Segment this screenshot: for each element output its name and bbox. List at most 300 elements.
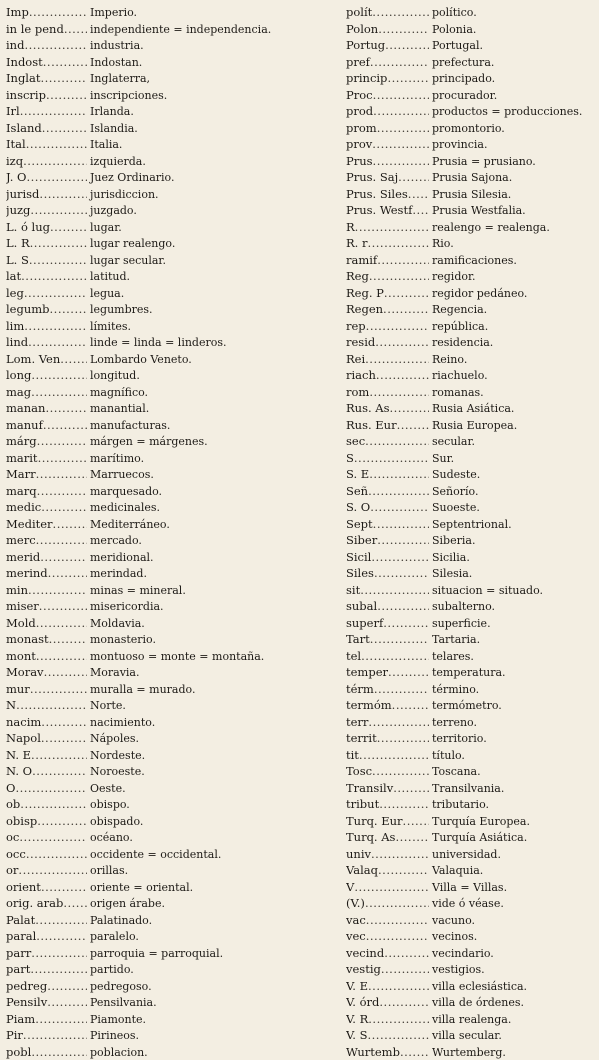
abbreviation: oc xyxy=(6,829,19,846)
abbreviation-meaning: república. xyxy=(429,319,488,335)
entry-lead xyxy=(346,549,429,566)
dot-leader xyxy=(36,466,87,483)
dot-leader xyxy=(63,895,87,912)
dot-leader xyxy=(373,153,429,170)
entry-lead xyxy=(6,730,87,747)
abbreviation-meaning: universidad. xyxy=(429,847,501,863)
abbreviation-meaning: longitud. xyxy=(87,368,140,384)
entry-lead xyxy=(6,549,87,566)
dot-leader xyxy=(15,780,87,797)
abbreviation: Prus. Siles xyxy=(346,186,408,203)
abbreviation-entry xyxy=(6,367,334,384)
abbreviation-entry xyxy=(346,978,595,995)
abbreviation: or xyxy=(6,862,18,879)
dot-leader xyxy=(45,400,87,417)
abbreviation: L. S xyxy=(6,252,29,269)
abbreviation-entry xyxy=(6,895,334,912)
abbreviation: Rus. As xyxy=(346,400,389,417)
dot-leader xyxy=(24,37,87,54)
abbreviation-entry xyxy=(346,367,595,384)
dot-leader xyxy=(375,334,429,351)
dot-leader xyxy=(39,186,87,203)
abbreviation-entry xyxy=(6,681,334,698)
dot-leader xyxy=(371,846,429,863)
abbreviation-entry xyxy=(6,169,334,186)
abbreviation-entry xyxy=(6,565,334,582)
abbreviation-meaning: merindad. xyxy=(87,566,147,582)
dot-leader xyxy=(28,582,87,599)
entry-lead xyxy=(346,433,429,450)
abbreviation-entry xyxy=(6,846,334,863)
abbreviation-meaning: manantial. xyxy=(87,401,149,417)
dot-leader xyxy=(41,879,87,896)
abbreviation-entry xyxy=(6,334,334,351)
abbreviation-entry xyxy=(346,219,595,236)
dot-leader xyxy=(43,417,87,434)
abbreviation: márg xyxy=(6,433,37,450)
abbreviation: Napol xyxy=(6,730,41,747)
abbreviation-meaning: Reino. xyxy=(429,352,467,368)
abbreviation-meaning: regidor. xyxy=(429,269,476,285)
abbreviation-entry xyxy=(346,862,595,879)
abbreviation-meaning: Pirineos. xyxy=(87,1028,139,1044)
abbreviation-entry xyxy=(346,4,595,21)
abbreviation: Piam xyxy=(6,1011,35,1028)
dot-leader xyxy=(383,301,429,318)
dot-leader xyxy=(26,169,87,186)
abbreviation-meaning: vacuno. xyxy=(429,913,475,929)
entry-lead xyxy=(346,417,429,434)
entry-lead xyxy=(346,367,429,384)
dot-leader xyxy=(39,598,87,615)
abbreviation-meaning: regidor pedáneo. xyxy=(429,286,527,302)
dot-leader xyxy=(354,450,429,467)
abbreviation-columns xyxy=(6,4,595,1060)
dot-leader xyxy=(20,103,87,120)
abbreviation-entry xyxy=(6,219,334,236)
abbreviation: min xyxy=(6,582,28,599)
abbreviation-entry xyxy=(346,433,595,450)
abbreviation-entry xyxy=(6,1027,334,1044)
abbreviation-entry xyxy=(346,928,595,945)
abbreviation: Mediter xyxy=(6,516,53,533)
dot-leader xyxy=(35,1011,87,1028)
abbreviation-entry xyxy=(6,780,334,797)
abbreviation-entry xyxy=(346,763,595,780)
entry-lead xyxy=(346,879,429,896)
abbreviation-meaning: inscripciones. xyxy=(87,88,167,104)
abbreviation: lim xyxy=(6,318,24,335)
abbreviation-entry xyxy=(6,301,334,318)
abbreviation-meaning: Regencia. xyxy=(429,302,487,318)
entry-lead xyxy=(6,450,87,467)
dot-leader xyxy=(384,945,429,962)
entry-lead xyxy=(6,70,87,87)
dot-leader xyxy=(40,70,87,87)
dot-leader xyxy=(18,862,87,879)
entry-lead xyxy=(346,565,429,582)
entry-lead xyxy=(6,862,87,879)
dot-leader xyxy=(397,417,429,434)
entry-lead xyxy=(6,763,87,780)
abbreviation-entry xyxy=(6,483,334,500)
entry-lead xyxy=(346,796,429,813)
abbreviation-meaning: Islandia. xyxy=(87,121,138,137)
abbreviation-entry xyxy=(346,37,595,54)
abbreviation-entry xyxy=(6,103,334,120)
abbreviation: obisp xyxy=(6,813,37,830)
abbreviation-meaning: mercado. xyxy=(87,533,142,549)
abbreviation-meaning: occidente = occidental. xyxy=(87,847,221,863)
abbreviation-meaning: productos = producciones. xyxy=(429,104,582,120)
dot-leader xyxy=(367,1027,429,1044)
abbreviation-meaning: secular. xyxy=(429,434,475,450)
entry-lead xyxy=(346,301,429,318)
abbreviation: Prus. Westf xyxy=(346,202,412,219)
dot-leader xyxy=(49,631,87,648)
abbreviation-meaning: izquierda. xyxy=(87,154,146,170)
entry-lead xyxy=(346,21,429,38)
abbreviation-entry xyxy=(6,829,334,846)
entry-lead xyxy=(6,103,87,120)
abbreviation-meaning: lugar secular. xyxy=(87,253,166,269)
abbreviation: prov xyxy=(346,136,372,153)
dot-leader xyxy=(354,879,429,896)
abbreviation-entry xyxy=(6,582,334,599)
abbreviation-entry xyxy=(346,252,595,269)
abbreviation: inscrip xyxy=(6,87,46,104)
dot-leader xyxy=(387,70,429,87)
entry-lead xyxy=(6,747,87,764)
abbreviation-meaning: Moravia. xyxy=(87,665,140,681)
abbreviation: orient xyxy=(6,879,41,896)
entry-lead xyxy=(346,466,429,483)
abbreviation-entry xyxy=(346,615,595,632)
abbreviation-entry xyxy=(6,1011,334,1028)
abbreviation: leg xyxy=(6,285,24,302)
abbreviation-meaning: parroquia = parroquial. xyxy=(87,946,223,962)
dot-leader xyxy=(24,318,87,335)
entry-lead xyxy=(346,648,429,665)
abbreviation-entry xyxy=(346,351,595,368)
abbreviation-meaning: provincia. xyxy=(429,137,487,153)
abbreviation-entry xyxy=(6,21,334,38)
abbreviation-entry xyxy=(346,730,595,747)
dot-leader xyxy=(41,730,87,747)
abbreviation: Indost xyxy=(6,54,43,71)
abbreviation-meaning: poblacion. xyxy=(87,1045,148,1060)
abbreviation: Tosc xyxy=(346,763,372,780)
dot-leader xyxy=(30,202,87,219)
abbreviation-meaning: político. xyxy=(429,5,477,21)
dot-leader xyxy=(29,4,87,21)
dot-leader xyxy=(28,334,87,351)
entry-lead xyxy=(6,664,87,681)
abbreviation-entry xyxy=(346,516,595,533)
abbreviation-meaning: tributario. xyxy=(429,797,489,813)
entry-lead xyxy=(346,763,429,780)
entry-lead xyxy=(6,1044,87,1060)
abbreviation-meaning: Portugal. xyxy=(429,38,483,54)
dot-leader xyxy=(408,186,429,203)
abbreviation: medic xyxy=(6,499,41,516)
abbreviation: Morav xyxy=(6,664,44,681)
abbreviation-meaning: vecinos. xyxy=(429,929,477,945)
entry-lead xyxy=(346,285,429,302)
abbreviation: long xyxy=(6,367,31,384)
abbreviation: Lom. Ven xyxy=(6,351,60,368)
dot-leader xyxy=(400,1044,429,1060)
abbreviation-entry xyxy=(6,598,334,615)
abbreviation-meaning: Italia. xyxy=(87,137,122,153)
abbreviation-meaning: territorio. xyxy=(429,731,487,747)
abbreviation-meaning: océano. xyxy=(87,830,133,846)
abbreviation-entry xyxy=(346,879,595,896)
abbreviation-entry xyxy=(346,334,595,351)
abbreviation-meaning: situacion = situado. xyxy=(429,583,543,599)
abbreviation-meaning: Norte. xyxy=(87,698,126,714)
dot-leader xyxy=(50,301,87,318)
entry-lead xyxy=(6,928,87,945)
dot-leader xyxy=(365,351,429,368)
abbreviation: vec xyxy=(346,928,366,945)
abbreviation: miser xyxy=(6,598,39,615)
dot-leader xyxy=(38,450,87,467)
dot-leader xyxy=(377,598,429,615)
abbreviation-entry xyxy=(6,961,334,978)
abbreviation: juzg xyxy=(6,202,30,219)
dot-leader xyxy=(26,846,87,863)
dot-leader xyxy=(50,219,87,236)
abbreviation-meaning: residencia. xyxy=(429,335,493,351)
dot-leader xyxy=(47,978,87,995)
abbreviation: Turq. As xyxy=(346,829,395,846)
abbreviation-meaning: término. xyxy=(429,682,479,698)
dot-leader xyxy=(32,763,87,780)
dot-leader xyxy=(373,516,429,533)
dot-leader xyxy=(21,268,87,285)
entry-lead xyxy=(346,153,429,170)
abbreviation: merid xyxy=(6,549,40,566)
entry-lead xyxy=(6,879,87,896)
dot-leader xyxy=(43,54,87,71)
abbreviation-meaning: Valaquia. xyxy=(429,863,483,879)
entry-lead xyxy=(346,54,429,71)
abbreviation: Irl xyxy=(6,103,20,120)
abbreviation: Palat xyxy=(6,912,35,929)
abbreviation: terr xyxy=(346,714,368,731)
abbreviation: Marr xyxy=(6,466,36,483)
abbreviation-entry xyxy=(346,796,595,813)
abbreviation-entry xyxy=(6,747,334,764)
abbreviation: pedreg xyxy=(6,978,47,995)
dot-leader xyxy=(366,928,429,945)
abbreviation-entry xyxy=(346,87,595,104)
dot-leader xyxy=(60,351,87,368)
abbreviation: Regen xyxy=(346,301,383,318)
abbreviation-entry xyxy=(346,1011,595,1028)
dot-leader xyxy=(369,268,429,285)
entry-lead xyxy=(6,483,87,500)
abbreviation-meaning: obispo. xyxy=(87,797,130,813)
dot-leader xyxy=(369,384,429,401)
abbreviation: Valaq xyxy=(346,862,378,879)
abbreviation-entry xyxy=(6,120,334,137)
abbreviation-entry xyxy=(346,235,595,252)
dot-leader xyxy=(368,714,429,731)
abbreviation: S. E xyxy=(346,466,369,483)
abbreviation-meaning: Turquía Asiática. xyxy=(429,830,527,846)
dot-leader xyxy=(374,565,429,582)
abbreviation-entry xyxy=(346,268,595,285)
abbreviation: Sicil xyxy=(346,549,371,566)
abbreviation: territ xyxy=(346,730,377,747)
abbreviation: mag xyxy=(6,384,31,401)
abbreviation-meaning: Lombardo Veneto. xyxy=(87,352,192,368)
abbreviation-entry xyxy=(346,450,595,467)
abbreviation-entry xyxy=(346,70,595,87)
entry-lead xyxy=(6,565,87,582)
abbreviation-meaning: orillas. xyxy=(87,863,128,879)
abbreviation-meaning: medicinales. xyxy=(87,500,160,516)
abbreviation-meaning: temperatura. xyxy=(429,665,506,681)
abbreviation-meaning: Transilvania. xyxy=(429,781,504,797)
abbreviation: R xyxy=(346,219,355,236)
abbreviation: pobl xyxy=(6,1044,31,1060)
abbreviation: N. E xyxy=(6,747,31,764)
entry-lead xyxy=(346,70,429,87)
dot-leader xyxy=(370,631,429,648)
abbreviation-entry xyxy=(6,400,334,417)
entry-lead xyxy=(6,334,87,351)
abbreviation: Inglat xyxy=(6,70,40,87)
abbreviation: S xyxy=(346,450,354,467)
abbreviation-meaning: Noroeste. xyxy=(87,764,145,780)
abbreviation-entry xyxy=(346,384,595,401)
abbreviation: Reg. P xyxy=(346,285,384,302)
abbreviation-meaning: Piamonte. xyxy=(87,1012,146,1028)
abbreviation-meaning: legua. xyxy=(87,286,124,302)
entry-lead xyxy=(6,697,87,714)
entry-lead xyxy=(346,928,429,945)
abbreviation: Prus xyxy=(346,153,373,170)
abbreviation-meaning: origen árabe. xyxy=(87,896,165,912)
dot-leader xyxy=(377,252,429,269)
abbreviation-entry xyxy=(346,549,595,566)
dot-leader xyxy=(373,103,429,120)
dot-leader xyxy=(389,400,429,417)
abbreviation: N xyxy=(6,697,16,714)
abbreviation-entry xyxy=(6,928,334,945)
abbreviation: monast xyxy=(6,631,49,648)
entry-lead xyxy=(6,4,87,21)
abbreviation-meaning: marítimo. xyxy=(87,451,144,467)
entry-lead xyxy=(6,582,87,599)
abbreviation-entry xyxy=(346,169,595,186)
abbreviation-entry xyxy=(346,301,595,318)
abbreviation-entry xyxy=(346,780,595,797)
entry-lead xyxy=(346,202,429,219)
abbreviation-entry xyxy=(6,730,334,747)
abbreviation-meaning: procurador. xyxy=(429,88,497,104)
abbreviation-entry xyxy=(6,813,334,830)
abbreviation-entry xyxy=(6,499,334,516)
entry-lead xyxy=(346,945,429,962)
abbreviation-meaning: Turquía Europea. xyxy=(429,814,530,830)
entry-lead xyxy=(346,912,429,929)
dot-leader xyxy=(379,796,429,813)
entry-lead xyxy=(6,318,87,335)
abbreviation-entry xyxy=(346,697,595,714)
entry-lead xyxy=(6,87,87,104)
abbreviation-meaning: principado. xyxy=(429,71,495,87)
dot-leader xyxy=(29,252,87,269)
abbreviation-entry xyxy=(6,202,334,219)
abbreviation-entry xyxy=(6,285,334,302)
abbreviation-meaning: monasterio. xyxy=(87,632,156,648)
abbreviation-entry xyxy=(346,466,595,483)
abbreviation-meaning: Nordeste. xyxy=(87,748,145,764)
abbreviation-meaning: Mediterráneo. xyxy=(87,517,170,533)
abbreviation-entry xyxy=(6,549,334,566)
abbreviation-meaning: Prusia Westfalia. xyxy=(429,203,526,219)
entry-lead xyxy=(346,400,429,417)
abbreviation: orig. arab xyxy=(6,895,63,912)
entry-lead xyxy=(6,54,87,71)
dot-leader xyxy=(383,615,429,632)
abbreviation-entry xyxy=(346,664,595,681)
dot-leader xyxy=(53,516,87,533)
entry-lead xyxy=(346,318,429,335)
entry-lead xyxy=(6,153,87,170)
dot-leader xyxy=(31,1044,87,1060)
dot-leader xyxy=(20,796,87,813)
abbreviation-entry xyxy=(6,978,334,995)
abbreviation-entry xyxy=(6,153,334,170)
abbreviation-entry xyxy=(346,648,595,665)
dot-leader xyxy=(372,136,429,153)
abbreviation: Polon xyxy=(346,21,378,38)
abbreviation-meaning: villa eclesiástica. xyxy=(429,979,527,995)
abbreviation-entry xyxy=(346,417,595,434)
abbreviation: Wurtemb xyxy=(346,1044,400,1060)
abbreviation-entry xyxy=(346,945,595,962)
dot-leader xyxy=(23,153,87,170)
abbreviation: Island xyxy=(6,120,42,137)
abbreviation-entry xyxy=(346,1044,595,1060)
dot-leader xyxy=(37,483,87,500)
abbreviation-entry xyxy=(346,912,595,929)
abbreviation-meaning: nacimiento. xyxy=(87,715,155,731)
entry-lead xyxy=(6,21,87,38)
abbreviation-entry xyxy=(6,648,334,665)
abbreviation-entry xyxy=(6,450,334,467)
abbreviation-meaning: misericordia. xyxy=(87,599,164,615)
dot-leader xyxy=(365,433,429,450)
abbreviation-entry xyxy=(346,582,595,599)
abbreviation-meaning: Oeste. xyxy=(87,781,126,797)
abbreviation-entry xyxy=(6,235,334,252)
abbreviation: Pensilv xyxy=(6,994,47,1011)
abbreviation: nacim xyxy=(6,714,41,731)
dot-leader xyxy=(24,285,87,302)
abbreviation-entry xyxy=(6,945,334,962)
dot-leader xyxy=(398,169,429,186)
abbreviation-entry xyxy=(346,103,595,120)
abbreviation-meaning: Marruecos. xyxy=(87,467,154,483)
entry-lead xyxy=(346,219,429,236)
abbreviation-entry xyxy=(346,318,595,335)
